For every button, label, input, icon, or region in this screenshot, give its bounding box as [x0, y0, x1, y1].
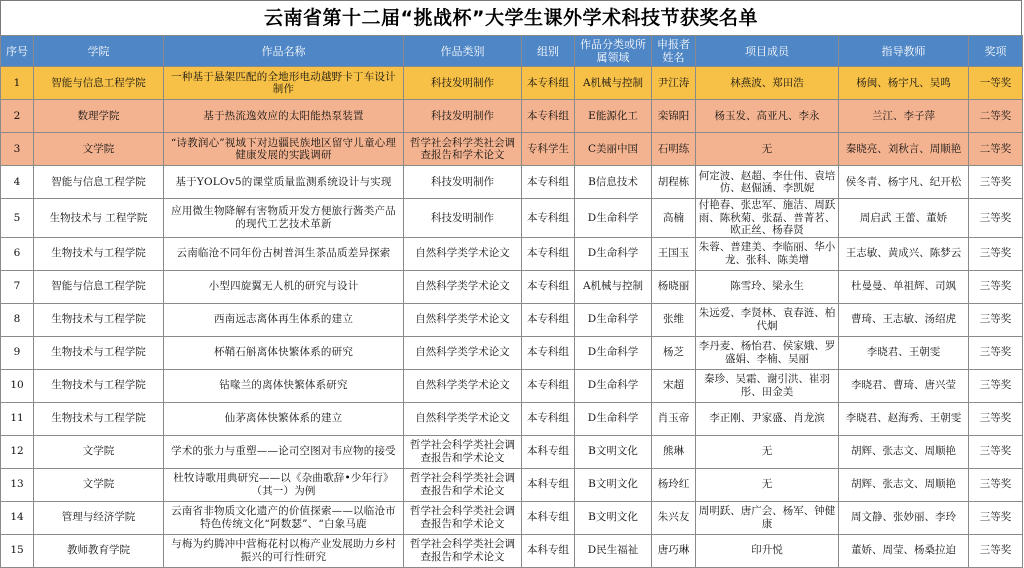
cell-applicant: 栾锦阳	[652, 100, 696, 133]
cell-work: 钻喙兰的离体快繁体系研究	[164, 369, 404, 402]
cell-college: 智能与信息工程学院	[34, 166, 164, 199]
cell-applicant: 尹江涛	[652, 67, 696, 100]
cell-college: 生物技术与工程学院	[34, 237, 164, 270]
cell-no: 1	[1, 67, 34, 100]
cell-category: 哲学社会科学类社会调查报告和学术论文	[404, 468, 522, 501]
cell-advisors: 李晓君、王朝雯	[839, 336, 969, 369]
page-title: 云南省第十二届“挑战杯”大学生课外学术科技节获奖名单	[0, 0, 1022, 35]
cell-members: 秦珍、吴霜、谢引洪、崔羽彤、田金美	[696, 369, 839, 402]
cell-members: 印升悦	[696, 534, 839, 567]
cell-work: 西南远志离体再生体系的建立	[164, 303, 404, 336]
header-category: 作品类别	[404, 36, 522, 67]
cell-field: D生命科学	[575, 303, 652, 336]
cell-members: 李丹麦、杨怡君、侯家娥、罗盛娟、李楠、吴丽	[696, 336, 839, 369]
cell-applicant: 石明练	[652, 133, 696, 166]
table-row	[1, 336, 1023, 369]
cell-college: 生物技术与 工程学院	[34, 199, 164, 238]
cell-advisors: 兰江、李子萍	[839, 100, 969, 133]
cell-field: E能源化工	[575, 100, 652, 133]
cell-no: 4	[1, 166, 34, 199]
table-row	[1, 100, 1023, 133]
cell-members: 何定波、赵超、李仕伟、袁培仿、赵倔涵、李凯妮	[696, 166, 839, 199]
cell-group: 本专科组	[522, 237, 575, 270]
cell-group: 本专科组	[522, 270, 575, 303]
cell-members: 陈雪玲、梁永生	[696, 270, 839, 303]
cell-members: 无	[696, 133, 839, 166]
cell-field: D生命科学	[575, 199, 652, 238]
header-row	[1, 36, 1023, 67]
cell-applicant: 熊琳	[652, 435, 696, 468]
cell-award: 三等奖	[969, 237, 1023, 270]
cell-advisors: 周文静、张妙丽、李玲	[839, 501, 969, 534]
cell-category: 自然科学类学术论文	[404, 369, 522, 402]
cell-members: 无	[696, 468, 839, 501]
cell-no: 12	[1, 435, 34, 468]
cell-work: 云南省非物质文化遗产的价值探索——以临沧市特色传统文化“阿数瑟”、“白象马鹿	[164, 501, 404, 534]
cell-advisors: 曹琦、王志敏、汤绍虎	[839, 303, 969, 336]
cell-members: 林燕波、郑田浩	[696, 67, 839, 100]
cell-field: C美丽中国	[575, 133, 652, 166]
cell-group: 本科专组	[522, 468, 575, 501]
cell-college: 智能与信息工程学院	[34, 270, 164, 303]
cell-award: 二等奖	[969, 100, 1023, 133]
cell-advisors: 胡辉、张志文、周顺艳	[839, 468, 969, 501]
cell-applicant: 高楠	[652, 199, 696, 238]
cell-members: 朱远爱、李贤林、袁春涟、柏代炯	[696, 303, 839, 336]
cell-work: 基于YOLOv5的课堂质量监测系统设计与实现	[164, 166, 404, 199]
cell-group: 专科学生	[522, 133, 575, 166]
cell-work: “诗教润心”视域下对边疆民族地区留守儿童心理健康发展的实践调研	[164, 133, 404, 166]
cell-field: D生命科学	[575, 402, 652, 435]
cell-award: 三等奖	[969, 402, 1023, 435]
cell-award: 三等奖	[969, 501, 1023, 534]
header-college: 学院	[34, 36, 164, 67]
cell-work: 一种基于悬架匹配的全地形电动越野卡丁车设计制作	[164, 67, 404, 100]
cell-award: 三等奖	[969, 369, 1023, 402]
cell-field: D生命科学	[575, 237, 652, 270]
header-members: 项目成员	[696, 36, 839, 67]
cell-members: 朱蓉、普建美、李临丽、华小龙、张科、陈美增	[696, 237, 839, 270]
table-row	[1, 369, 1023, 402]
cell-members: 李正刚、尹家盛、肖龙滨	[696, 402, 839, 435]
cell-category: 科技发明制作	[404, 100, 522, 133]
cell-work: 云南临沧不同年份古树普洱生茶品质差异探索	[164, 237, 404, 270]
cell-category: 哲学社会科学类社会调查报告和学术论文	[404, 534, 522, 567]
cell-college: 文学院	[34, 133, 164, 166]
cell-category: 哲学社会科学类社会调查报告和学术论文	[404, 435, 522, 468]
cell-field: D民生福祉	[575, 534, 652, 567]
cell-award: 三等奖	[969, 435, 1023, 468]
cell-group: 本专科组	[522, 100, 575, 133]
table-row	[1, 402, 1023, 435]
cell-award: 三等奖	[969, 199, 1023, 238]
header-advisors: 指导教师	[839, 36, 969, 67]
table-row	[1, 270, 1023, 303]
cell-field: B信息技术	[575, 166, 652, 199]
cell-members: 杨玉发、高亚凡、李永	[696, 100, 839, 133]
cell-advisors: 李晓君、赵海秀、王朝雯	[839, 402, 969, 435]
cell-no: 7	[1, 270, 34, 303]
cell-work: 杯鞘石斛离体快繁体系的研究	[164, 336, 404, 369]
cell-work: 基于热流逸效应的太阳能热泵装置	[164, 100, 404, 133]
table-row	[1, 435, 1023, 468]
header-work: 作品名称	[164, 36, 404, 67]
cell-applicant: 宋超	[652, 369, 696, 402]
cell-applicant: 朱兴友	[652, 501, 696, 534]
cell-college: 教师教育学院	[34, 534, 164, 567]
cell-applicant: 杨晓丽	[652, 270, 696, 303]
cell-category: 科技发明制作	[404, 166, 522, 199]
table-row	[1, 133, 1023, 166]
cell-group: 本专科组	[522, 369, 575, 402]
table-row	[1, 468, 1023, 501]
cell-no: 11	[1, 402, 34, 435]
cell-college: 生物技术与工程学院	[34, 369, 164, 402]
cell-group: 本专科组	[522, 303, 575, 336]
header-applicant: 申报者姓名	[652, 36, 696, 67]
cell-college: 文学院	[34, 468, 164, 501]
header-award: 奖项	[969, 36, 1023, 67]
table-row	[1, 303, 1023, 336]
table-row	[1, 67, 1023, 100]
cell-work: 与梅为约腾冲中营梅花村以梅产业发展助力乡村振兴的可行性研究	[164, 534, 404, 567]
cell-field: B文明文化	[575, 468, 652, 501]
cell-advisors: 侯冬青、杨宇凡、纪开松	[839, 166, 969, 199]
cell-college: 文学院	[34, 435, 164, 468]
cell-applicant: 杨玲红	[652, 468, 696, 501]
cell-no: 2	[1, 100, 34, 133]
table-row	[1, 199, 1023, 238]
cell-group: 本专科组	[522, 402, 575, 435]
cell-no: 5	[1, 199, 34, 238]
table-row	[1, 166, 1023, 199]
cell-group: 本科专组	[522, 435, 575, 468]
cell-award: 三等奖	[969, 166, 1023, 199]
cell-category: 科技发明制作	[404, 67, 522, 100]
cell-no: 13	[1, 468, 34, 501]
cell-advisors: 胡辉、张志文、周顺艳	[839, 435, 969, 468]
cell-college: 生物技术与工程学院	[34, 303, 164, 336]
table-row	[1, 534, 1023, 567]
cell-members: 无	[696, 435, 839, 468]
cell-no: 9	[1, 336, 34, 369]
cell-no: 10	[1, 369, 34, 402]
cell-field: D生命科学	[575, 369, 652, 402]
cell-category: 哲学社会科学类社会调查报告和学术论文	[404, 133, 522, 166]
cell-category: 自然科学类学术论文	[404, 270, 522, 303]
cell-award: 三等奖	[969, 270, 1023, 303]
cell-award: 三等奖	[969, 303, 1023, 336]
header-group: 组别	[522, 36, 575, 67]
cell-award: 二等奖	[969, 133, 1023, 166]
cell-category: 科技发明制作	[404, 199, 522, 238]
cell-advisors: 周启武 王蕾、董娇	[839, 199, 969, 238]
cell-category: 哲学社会科学类社会调查报告和学术论文	[404, 501, 522, 534]
cell-award: 三等奖	[969, 534, 1023, 567]
table-row	[1, 237, 1023, 270]
cell-members: 周明跃、唐广会、杨军、钟健康	[696, 501, 839, 534]
cell-group: 本专科组	[522, 166, 575, 199]
cell-applicant: 唐巧琳	[652, 534, 696, 567]
cell-group: 本科专组	[522, 534, 575, 567]
cell-college: 生物技术与工程学院	[34, 402, 164, 435]
cell-work: 杜牧诗歌用典研究——以《杂曲歌辞•少年行》（其一）为例	[164, 468, 404, 501]
cell-college: 生物技术与工程学院	[34, 336, 164, 369]
cell-no: 6	[1, 237, 34, 270]
cell-category: 自然科学类学术论文	[404, 336, 522, 369]
cell-work: 仙茅离体快繁体系的建立	[164, 402, 404, 435]
cell-category: 自然科学类学术论文	[404, 303, 522, 336]
header-no: 序号	[1, 36, 34, 67]
table-row	[1, 501, 1023, 534]
cell-advisors: 秦晓亮、刘秋言、周顺艳	[839, 133, 969, 166]
cell-college: 数理学院	[34, 100, 164, 133]
cell-no: 15	[1, 534, 34, 567]
cell-advisors: 王志敏、黄成兴、陈梦云	[839, 237, 969, 270]
cell-award: 三等奖	[969, 336, 1023, 369]
cell-field: B文明文化	[575, 435, 652, 468]
cell-applicant: 肖玉帝	[652, 402, 696, 435]
cell-field: A机械与控制	[575, 270, 652, 303]
cell-field: B文明文化	[575, 501, 652, 534]
cell-work: 应用微生物降解有害物质开发方便旅行酱类产品的现代工艺技术革新	[164, 199, 404, 238]
cell-field: A机械与控制	[575, 67, 652, 100]
cell-group: 本专科组	[522, 336, 575, 369]
cell-group: 本科专组	[522, 501, 575, 534]
award-table	[0, 35, 1023, 568]
cell-applicant: 杨芝	[652, 336, 696, 369]
cell-advisors: 杨闽、杨宇凡、吴鸣	[839, 67, 969, 100]
cell-category: 自然科学类学术论文	[404, 237, 522, 270]
cell-work: 小型四旋翼无人机的研究与设计	[164, 270, 404, 303]
cell-applicant: 胡程栋	[652, 166, 696, 199]
cell-college: 管理与经济学院	[34, 501, 164, 534]
cell-no: 3	[1, 133, 34, 166]
cell-no: 8	[1, 303, 34, 336]
cell-advisors: 李晓君、曹琦、唐兴莹	[839, 369, 969, 402]
cell-field: D生命科学	[575, 336, 652, 369]
cell-group: 本专科组	[522, 199, 575, 238]
cell-advisors: 杜曼曼、单祖辉、司飒	[839, 270, 969, 303]
cell-members: 付艳春、张忠军、施洁、周跃雨、陈秋菊、张磊、普菁茗、欧正丝、杨春贤	[696, 199, 839, 238]
cell-advisors: 董娇、周莹、杨桑拉迫	[839, 534, 969, 567]
cell-no: 14	[1, 501, 34, 534]
cell-award: 三等奖	[969, 468, 1023, 501]
header-field: 作品分类或所属领域	[575, 36, 652, 67]
cell-work: 学术的张力与重塑——论司空图对韦应物的接受	[164, 435, 404, 468]
cell-applicant: 张维	[652, 303, 696, 336]
cell-award: 一等奖	[969, 67, 1023, 100]
cell-college: 智能与信息工程学院	[34, 67, 164, 100]
cell-applicant: 王国玉	[652, 237, 696, 270]
cell-group: 本专科组	[522, 67, 575, 100]
cell-category: 自然科学类学术论文	[404, 402, 522, 435]
